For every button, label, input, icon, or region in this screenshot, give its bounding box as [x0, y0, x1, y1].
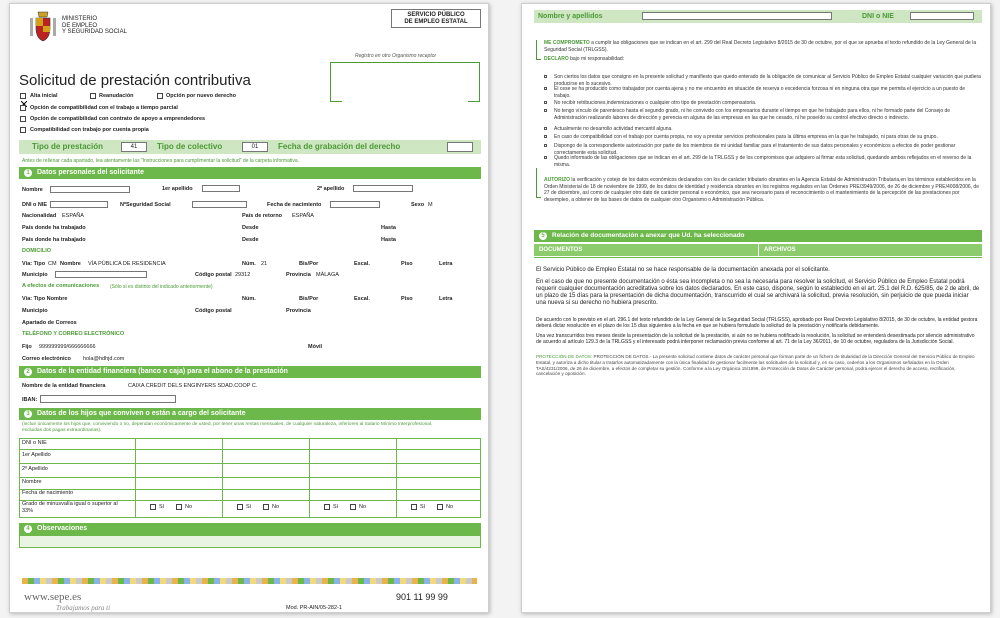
- declaro-text: DECLARO bajo mi responsabilidad:: [544, 56, 625, 62]
- iban-field[interactable]: [40, 395, 176, 403]
- fijo-value: 999999999/666666666: [39, 344, 96, 350]
- piso-label: Piso: [401, 261, 413, 267]
- cp-label: Código postal: [195, 308, 232, 314]
- tipo-prestacion-field[interactable]: 41: [121, 142, 147, 152]
- sexo-label: Sexo: [411, 202, 425, 208]
- correo-value: hola@hdhjd.com: [83, 356, 125, 362]
- checkbox[interactable]: [350, 504, 356, 510]
- hijos-row-label: 1er Apellido: [22, 452, 51, 458]
- correo-label: Correo electrónico: [22, 356, 71, 362]
- hijos-row-label: Grado de minusvalía igual o superior al 33%: [22, 501, 118, 514]
- via-nombre-label: Nombre: [60, 261, 81, 267]
- option-label: Opción de compatibilidad con contrato de apoyo a emprendedores: [30, 116, 206, 122]
- checkbox[interactable]: [176, 504, 182, 510]
- declaro-item: No tengo vínculo de parentesco hasta el segundo grado, ni he convivido con los empresarios durante el tiempo en que he trabajado para ellos, ni he formado parte del Consejo de Administración realizando labores de dirección y gerencia en alguna de las empresas en las que he cesado, ni he poseído su control efectivo directo o indirecto.: [554, 108, 951, 121]
- pais-retorno-value: ESPAÑA: [292, 213, 314, 219]
- escal-label: Escal.: [354, 296, 370, 302]
- nombre-apellidos-label: Nombre y apellidos: [538, 13, 603, 20]
- dni-field[interactable]: [50, 201, 108, 208]
- bis-por-label: Bis/Por: [299, 261, 319, 267]
- bullet-icon: [544, 127, 547, 130]
- compromiso-text: ME COMPROMETO a cumplir las obligaciones que se indican en el art. 299 del Real Decreto Legislativo 8/2015 de 30 de octubre, por el que se aprueba el texto refundido de la Ley General de la Seguridad Social (TRLGSS).: [544, 40, 977, 53]
- entidad-label: Nombre de la entidad financiera: [22, 383, 106, 389]
- hijos-row-label: Nombre: [22, 479, 42, 485]
- hasta-label: Hasta: [381, 225, 396, 231]
- declaro-item: Son ciertos los datos que consigno en la presente solicitud y manifiesto que quedo enterado de la obligación de comunicar al Servicio Público de Empleo Estatal cualquier variación que pudiera producirse en lo sucesivo.: [554, 74, 981, 87]
- bullet-icon: [544, 101, 547, 104]
- footer-url: www.sepe.es: [24, 591, 82, 603]
- num-label: Núm.: [242, 296, 256, 302]
- tipo-prestacion-label: Tipo de prestación: [32, 142, 103, 151]
- ministry-name: MINISTERIO DE EMPLEO Y SEGURIDAD SOCIAL: [62, 16, 127, 35]
- option-label: Opción por nuevo derecho: [166, 93, 236, 99]
- archivos-label: ARCHIVOS: [764, 247, 796, 253]
- piso-label: Piso: [401, 296, 413, 302]
- footer-phone: 901 11 99 99: [396, 592, 448, 602]
- footer-slogan: Trabajamos para ti: [56, 604, 111, 612]
- registro-label: Registro en otro Organismo receptor: [355, 53, 437, 59]
- num-label: Núm.: [242, 261, 256, 267]
- autorizo-text: AUTORIZO la verificación y cotejo de los datos económicos declarados con los de carácter tributario obrantes en la Agencia Estatal de Administración Tributaria,en los términos establecidos en la Orden Ministerial de 18 de noviembre de 1999, de los datos de identidad y residencia obrantes en los registros regulados en las Órdenes PRE/3949/2006, de 26 de diciembre y PRE/4008/2006, de 27 de diciembre, así como de cualquier otro dato de carácter personal o económico, que sea necesario para el reconocimiento o el mantenimiento de la percepción de las prestaciones por desempleo, a obtener de las bases de datos de cualquier otro Organismo o Administración Pública.: [544, 177, 979, 203]
- hijos-row-label: DNI o NIE: [22, 440, 47, 446]
- fijo-label: Fijo: [22, 344, 32, 350]
- bullet-icon: [544, 75, 547, 78]
- nombre-field[interactable]: [50, 186, 130, 193]
- checkbox-label: No: [185, 504, 193, 510]
- form-page-1: [9, 3, 489, 613]
- documentos-label: DOCUMENTOS: [539, 247, 583, 253]
- apellido2-label: 2º apellido: [317, 186, 345, 192]
- apartado-label: Apartado de Correos: [22, 320, 77, 326]
- hijos-row-label: 2º Apellido: [22, 466, 48, 472]
- checkbox-label: Sí: [246, 504, 252, 510]
- nacionalidad-label: Nacionalidad: [22, 213, 57, 219]
- section-2-header: 2 Datos de la entidad financiera (banco o caja) para el abono de la prestación: [19, 366, 481, 378]
- bullet-icon: [544, 109, 547, 112]
- option-label: Compatibilidad con trabajo por cuenta propia: [30, 127, 149, 133]
- pais-retorno-label: País de retorno: [242, 213, 283, 219]
- provincia-label: Provincia: [286, 308, 311, 314]
- apellido1-field[interactable]: [202, 185, 240, 192]
- efectos-note: (Sólo si es distinto del indicado anteriormente): [110, 284, 213, 290]
- apellido1-label: 1er apellido: [162, 186, 193, 192]
- dni-field[interactable]: [910, 12, 974, 20]
- section-1-header: 1 Datos personales del solicitante: [19, 167, 481, 179]
- declaro-item: Dispongo de la correspondiente autorización por parte de los miembros de mi unidad familiar para el tratamiento de sus datos personales y económicos a efectos de poder gestionar correctamente esta solicitud.: [554, 143, 956, 156]
- checkbox[interactable]: [324, 504, 330, 510]
- bullet-icon: [544, 87, 547, 90]
- declaro-item: Actualmente no desarrollo actividad mercantil alguna.: [554, 126, 673, 132]
- instructions-note: Antes de rellenar cada apartado, lea atentamente las "Instrucciones para cumplimentar la solicitud" de la carpeta informativa.: [22, 158, 300, 164]
- option-label: Alta inicial: [30, 93, 58, 99]
- silencio-paragraph: Una vez transcurridos tres meses desde la presentación de la solicitud de la prestación, si aún no se hubiera notificado la resolución, la solicitud se entenderá desestimada por silencio administrativo de acuerdo al artículo 129.3 de la TRLGSS y el interesado podrá interponer reclamación previa conforme al art. 71 de la Ley 36/2011, de 10 de octubre, reguladora de la Jurisdicción Social.: [536, 333, 975, 345]
- letra-label: Letra: [439, 261, 453, 267]
- tipo-colectivo-label: Tipo de colectivo: [157, 142, 223, 151]
- movil-label: Móvil: [308, 344, 323, 350]
- checkbox[interactable]: [437, 504, 443, 510]
- nacionalidad-value: ESPAÑA: [62, 213, 84, 219]
- bullet-icon: [544, 144, 547, 147]
- fecha-grabacion-label: Fecha de grabación del derecho: [278, 142, 401, 151]
- declaro-item: En caso de compatibilidad con el trabajo por cuenta propia, no voy a prestar servicios profesionales para la última empresa en la que he trabajado, ni para otras de su grupo.: [554, 134, 938, 140]
- checkbox-label: No: [446, 504, 454, 510]
- dni-label: DNI o NIE: [862, 13, 894, 20]
- escal-label: Escal.: [354, 261, 370, 267]
- disclaimer-text: El Servicio Público de Empleo Estatal no se hace responsable de la documentación anexada por el solicitante.: [536, 267, 830, 273]
- checkbox[interactable]: [263, 504, 269, 510]
- via-tipo-label: Vía: Tipo: [22, 261, 46, 267]
- desde-label: Desde: [242, 225, 259, 231]
- bis-por-label: Bis/Por: [299, 296, 319, 302]
- municipio-label: Municipio: [22, 308, 48, 314]
- bullet-icon: [544, 156, 547, 159]
- checkbox-label: Sí: [159, 504, 165, 510]
- telefono-heading: TELÉFONO Y CORREO ELECTRÓNICO: [22, 331, 125, 337]
- via-nombre-value: VÍA PÚBLICA DE RESIDENCIA: [88, 261, 166, 267]
- hasta-label: Hasta: [381, 237, 396, 243]
- tipo-colectivo-field[interactable]: 01: [242, 142, 268, 152]
- municipio-field[interactable]: [55, 271, 147, 278]
- dni-label: DNI o NIE: [22, 202, 48, 208]
- pais-trabajado-label: País donde ha trabajado: [22, 225, 86, 231]
- form-page-2: [521, 3, 991, 613]
- sexo-value: M: [428, 202, 433, 208]
- checkbox-label: No: [272, 504, 280, 510]
- footer-form-code: Mod. PR-AIN/05-282-1: [286, 605, 342, 611]
- letra-label: Letra: [439, 296, 453, 302]
- checkbox-label: Sí: [420, 504, 426, 510]
- observaciones-field[interactable]: [19, 535, 481, 548]
- nombre-label: Nombre: [22, 187, 43, 193]
- coat-of-arms-logo: [28, 10, 58, 42]
- provincia-value: MÁLAGA: [316, 272, 339, 278]
- resolucion-paragraph: De acuerdo con lo previsto en el art. 296.1 del texto refundido de la Ley General de la Seguridad Social (TRLGSS), aprobado por Real Decreto Legislativo 8/2015, de 30 de octubre, la entidad gestora deberá dictar resolución en el plazo de los 15 días siguientes a la fecha en que se hubiera formulado la solicitud de la prestación y notificarla debidamente.: [536, 317, 978, 329]
- declaro-item: No recibir retribuciones,indemnizaciones o cualquier otro tipo de prestación compensatoria.: [554, 100, 757, 106]
- desde-label: Desde: [242, 237, 259, 243]
- declaro-item: El cese se ha producido como trabajador por cuenta ajena y no me encuentro en situación de reserva o excedencia forzosa ni en ninguna otra que me permita el ejercicio a un puesto de trabajo.: [554, 86, 966, 99]
- checkbox-label: Sí: [333, 504, 339, 510]
- checkbox[interactable]: [411, 504, 417, 510]
- provincia-label: Provincia: [286, 272, 311, 278]
- decorative-strip: [22, 578, 477, 584]
- fecha-grabacion-field[interactable]: [447, 142, 473, 152]
- cp-label: Código postal: [195, 272, 232, 278]
- requerimiento-paragraph: En el caso de que no presente documentación o ésta sea incompleta o no sea la necesaria para resolver la solicitud, el Servicio Público de Empleo Estatal podrá requerir cualquier documentación acreditativa sobre los datos declarados. En este caso, dispone, según lo establecido en el art. 25.1 del R.D. 625/85, de 2 de abril, de un plazo de 15 días para la presentación de dicha documentación, transcurrido el cual se archivará la solicitud, previa resolución, sin perjuicio de que pueda iniciar una nueva si su derecho no hubiera prescrito.: [536, 279, 980, 306]
- proteccion-datos-text: PROTECCIÓN DE DATOS: PROTECCIÓN DE DATOS.- La presente solicitud contiene datos de carácter personal que forman parte de un fichero de titularidad de la Dirección General del Servicio Público de Empleo Estatal, y autoriza a dicho titular a tratarlos automatizadamente con la única finalidad de gestionar facilmente las solicitudes de la solicitud y, en su caso, cederlos a los Organismos señalados en la Orden TAS/4231/2006, de 26 de diciembre, a efectos de completar su gestión. Conforme a la Ley Orgánica 15/1999, de Protección de Datos de Carácter personal, podrá ejercer el derecho de acceso, rectificación, cancelación y oposición.: [536, 354, 975, 377]
- entidad-value: CAIXA CREDIT DELS ENGINYERS SDAD.COOP C.: [128, 383, 258, 389]
- checkbox[interactable]: [237, 504, 243, 510]
- option-label: Opción de compatibilidad con el trabajo a tiempo parcial: [30, 105, 178, 111]
- section-3-header: 3 Datos de los hijos que conviven o están a cargo del solicitante: [19, 408, 481, 420]
- apellido2-field[interactable]: [353, 185, 413, 192]
- nss-field[interactable]: [192, 201, 247, 208]
- bullet-icon: [544, 135, 547, 138]
- checkbox-label: No: [359, 504, 367, 510]
- form-title: Solicitud de prestación contributiva: [19, 72, 251, 89]
- section-5-header: 5 Relación de documentación a anexar que Ud. ha seleccionado: [534, 230, 982, 242]
- declaro-item: Quedo informado de las obligaciones que se indican en el art. 299 de la TRLGSS y de los compromisos que adquiero al firmar esta solicitud, quedando ambos reflejados en el reverso de la misma.: [554, 155, 972, 168]
- efectos-heading: A efectos de comunicaciones: [22, 283, 100, 289]
- via-tipo-value: CM: [48, 261, 57, 267]
- hijos-note: (incluir únicamente los hijos que, conviviendo o no, dependan económicamente de usted, por tener unas rentas mensuales, de cualquier naturaleza, inferiores al Salario Mínimo Interprofesional, excluidas dos pagas extraordinarias).: [22, 422, 433, 433]
- fecha-nac-field[interactable]: [330, 201, 380, 208]
- nombre-apellidos-field[interactable]: [642, 12, 832, 20]
- iban-label: IBAN:: [22, 397, 38, 403]
- domicilio-heading: DOMICILIO: [22, 248, 52, 254]
- section-4-header: 4 Observaciones: [19, 523, 481, 535]
- service-header-box: SERVICIO PÚBLICO DE EMPLEO ESTATAL: [391, 9, 481, 28]
- registro-stamp-area: [330, 62, 480, 102]
- hijos-row-label: Fecha de nacimiento: [22, 490, 74, 496]
- nss-label: NºSeguridad Social: [120, 202, 171, 208]
- option-label: Reanudación: [99, 93, 134, 99]
- checkbox[interactable]: [150, 504, 156, 510]
- pais-trabajado-label: País donde ha trabajado: [22, 237, 86, 243]
- municipio-label: Municipio: [22, 272, 48, 278]
- via-tipo-nombre-label: Vía: Tipo Nombre: [22, 296, 68, 302]
- num-value: 21: [261, 261, 268, 267]
- fecha-nac-label: Fecha de nacimiento: [267, 202, 322, 208]
- cp-value: 29312: [235, 272, 251, 278]
